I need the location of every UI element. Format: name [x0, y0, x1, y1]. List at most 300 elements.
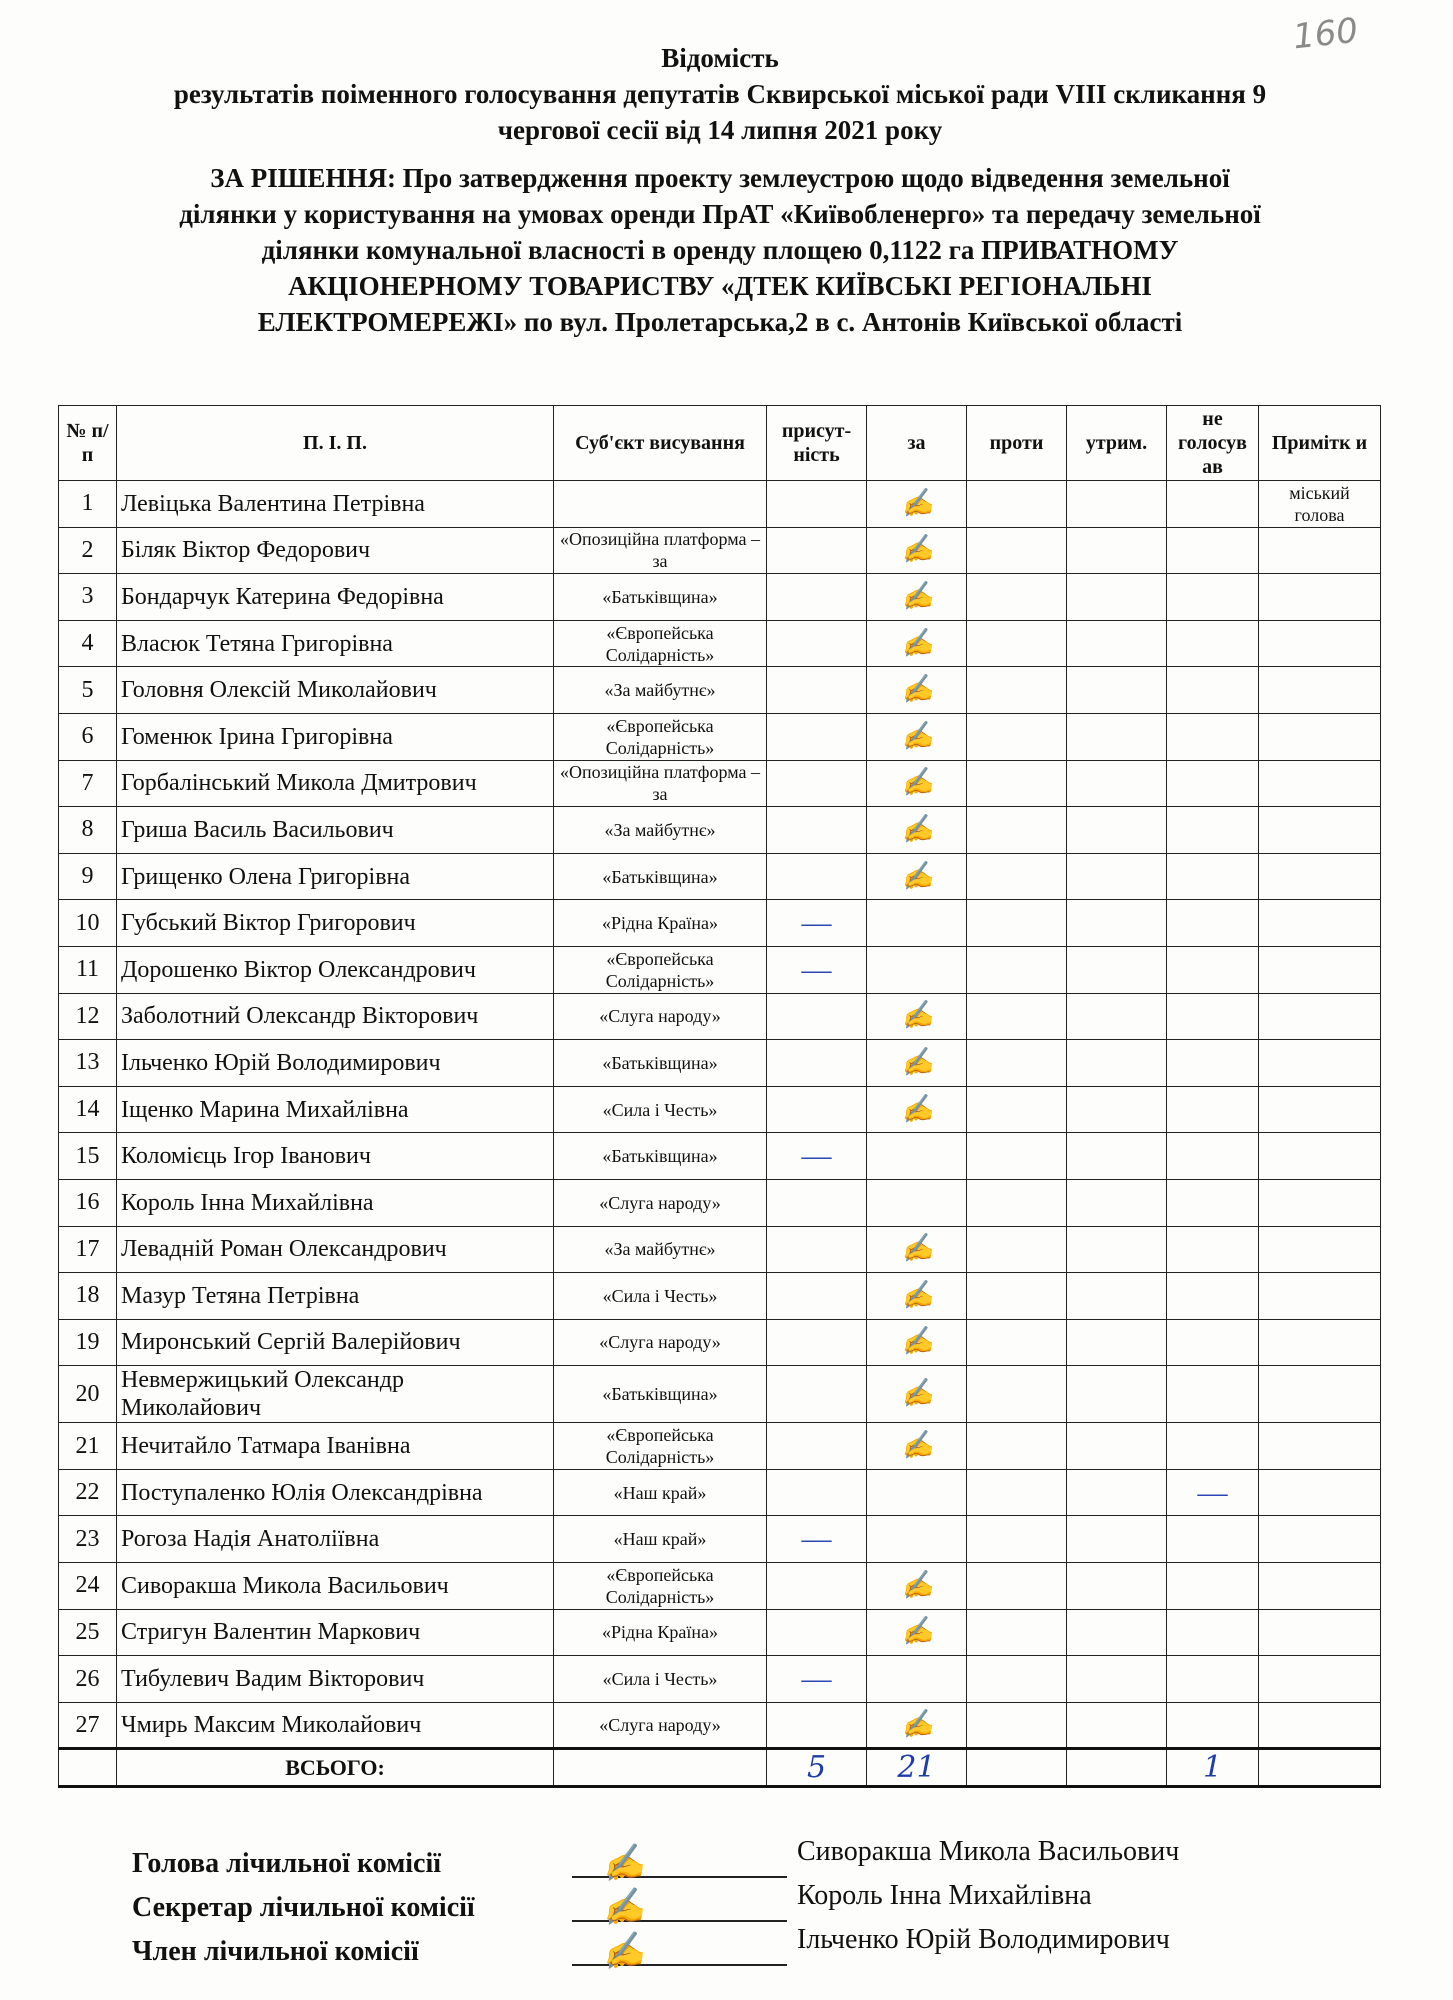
cell-name-text: Поступаленко Юлія Олександрівна: [121, 1479, 483, 1506]
cell-note: [1259, 620, 1381, 667]
cell-present: [767, 713, 867, 760]
cell-against: [967, 1319, 1067, 1366]
cell-against: [967, 1040, 1067, 1087]
cell-abstain: [1067, 1179, 1167, 1226]
cell-name: [117, 1086, 554, 1133]
cell-note: [1259, 900, 1381, 947]
cell-against: [967, 946, 1067, 993]
cell-num: [59, 1273, 117, 1320]
cell-party-text: «Батьківщина»: [602, 1384, 718, 1405]
cell-not-voted: [1167, 1702, 1259, 1749]
cell-num: [59, 620, 117, 667]
cell-not-voted: [1167, 1656, 1259, 1703]
cell-party: [554, 667, 767, 714]
table-row: [59, 1656, 1381, 1703]
cell-for: [867, 1469, 967, 1516]
cell-present: [767, 1469, 867, 1516]
cell-num-text: 17: [75, 1235, 100, 1262]
cell-name: [117, 574, 554, 621]
cell-party: [554, 900, 767, 947]
cell-party-text: «Слуга народу»: [599, 1715, 721, 1736]
cell-num: [59, 1086, 117, 1133]
cell-not-voted: [1167, 1179, 1259, 1226]
header-party: Суб'єкт висування: [554, 406, 767, 481]
table-row: [59, 1469, 1381, 1516]
cell-abstain: [1067, 1516, 1167, 1563]
cell-for: [867, 1226, 967, 1273]
cell-party-text: «Європейська Солідарність»: [605, 622, 715, 665]
cell-present: [767, 1563, 867, 1610]
cell-num: [59, 1656, 117, 1703]
cell-num-text: 4: [81, 630, 94, 657]
cell-present: [767, 1609, 867, 1656]
cell-not-voted: [1167, 1609, 1259, 1656]
cell-against: [967, 900, 1067, 947]
cell-name: [117, 1516, 554, 1563]
cell-name-text: Дорошенко Віктор Олександрович: [121, 956, 476, 983]
total-for: 21: [897, 1750, 936, 1786]
cell-present: [767, 900, 867, 947]
cell-name: [117, 1273, 554, 1320]
cell-num: [59, 574, 117, 621]
cell-abstain: [1067, 1133, 1167, 1180]
cell-num-text: 19: [75, 1328, 100, 1355]
cell-party-text: «За майбутнє»: [604, 680, 716, 701]
cell-for: [867, 993, 967, 1040]
cell-num-text: 14: [75, 1096, 100, 1123]
cell-num-text: 13: [75, 1049, 100, 1076]
table-row: [59, 527, 1381, 574]
cell-against: [967, 574, 1067, 621]
cell-name-text: Невмержицький Олександр Миколайович: [121, 1367, 404, 1422]
cell-abstain: [1067, 1702, 1167, 1749]
cell-not-voted: [1167, 620, 1259, 667]
cell-num-text: 15: [75, 1142, 100, 1169]
cell-name-text: Гоменюк Ірина Григорівна: [121, 723, 393, 750]
cell-party-text: «Наш край»: [613, 1529, 707, 1550]
cell-num-text: 7: [81, 769, 94, 796]
cell-party: [554, 1179, 767, 1226]
cell-not-voted: [1167, 1423, 1259, 1470]
cell-present: [767, 853, 867, 900]
cell-present: [767, 1516, 867, 1563]
handwritten-signature: ✍: [898, 486, 935, 521]
commission-row: [132, 1924, 1382, 1975]
cell-num-text: 10: [75, 909, 100, 936]
cell-against: [967, 853, 1067, 900]
cell-note: [1259, 1179, 1381, 1226]
cell-present: [767, 1656, 867, 1703]
commission-role: Член лічильної комісії: [132, 1936, 419, 1967]
table-row: [59, 1179, 1381, 1226]
total-present: 5: [806, 1750, 827, 1786]
cell-for: [867, 900, 967, 947]
cell-against: [967, 1366, 1067, 1423]
cell-num-text: 12: [75, 1002, 100, 1029]
cell-name: [117, 1609, 554, 1656]
cell-num: [59, 1423, 117, 1470]
cell-name: [117, 713, 554, 760]
decision-line: ділянки комунальної власності в оренду площею 0,1122 га ПРИВАТНОМУ: [261, 235, 1179, 265]
header-abstain: утрим.: [1067, 406, 1167, 481]
cell-abstain: [1067, 481, 1167, 528]
cell-name: [117, 807, 554, 854]
cell-num-text: 9: [81, 863, 94, 890]
commission-row: [132, 1836, 1382, 1887]
cell-name-text: Ільченко Юрій Володимирович: [121, 1049, 441, 1076]
cell-not-voted: [1167, 1040, 1259, 1087]
table-row: [59, 993, 1381, 1040]
cell-abstain: [1067, 1469, 1167, 1516]
cell-name-text: Горбалінський Микола Дмитрович: [121, 770, 477, 797]
handwritten-signature: ✍: [898, 1615, 935, 1650]
cell-for: [867, 667, 967, 714]
cell-num: [59, 760, 117, 807]
document-title: Відомість: [661, 43, 779, 73]
cell-not-voted: [1167, 853, 1259, 900]
cell-note: [1259, 1423, 1381, 1470]
handwritten-signature: ✍: [898, 579, 935, 615]
cell-name: [117, 481, 554, 528]
cell-note: [1259, 946, 1381, 993]
cell-abstain: [1067, 667, 1167, 714]
cell-not-voted: [1167, 1469, 1259, 1516]
cell-for: [867, 527, 967, 574]
cell-name-text: Коломієць Ігор Іванович: [121, 1143, 371, 1170]
table-row: [59, 713, 1381, 760]
cell-for: [867, 1516, 967, 1563]
cell-party-text: «Сила і Честь»: [602, 1285, 718, 1306]
cell-against: [967, 1702, 1067, 1749]
cell-party: [554, 481, 767, 528]
cell-note: [1259, 1563, 1381, 1610]
cell-not-voted: [1167, 1273, 1259, 1320]
cell-name: [117, 1366, 554, 1423]
cell-against: [967, 1469, 1067, 1516]
cell-num-text: 5: [81, 676, 94, 703]
cell-party-text: «Батьківщина»: [602, 866, 718, 887]
commission-member-name: Ільченко Юрій Володимирович: [797, 1924, 1170, 1955]
cell-num-text: 6: [81, 723, 94, 750]
cell-present: [767, 993, 867, 1040]
handwritten-signature: ✍: [898, 1092, 935, 1127]
table-row: [59, 1609, 1381, 1656]
header-for: за: [867, 406, 967, 481]
cell-present: [767, 1366, 867, 1423]
cell-party-text: «Батьківщина»: [602, 1146, 718, 1167]
cell-party: [554, 1086, 767, 1133]
cell-for: [867, 1179, 967, 1226]
cell-party: [554, 527, 767, 574]
cell-num-text: 21: [75, 1432, 100, 1459]
handwritten-signature: ✍: [898, 1708, 935, 1743]
cell-party: [554, 1609, 767, 1656]
cell-abstain: [1067, 574, 1167, 621]
dash-mark: —: [801, 1522, 832, 1556]
header-fio: П. І. П.: [117, 406, 554, 481]
table-header-row: [59, 406, 1381, 481]
cell-not-voted: [1167, 1319, 1259, 1366]
table-row: [59, 1563, 1381, 1610]
total-not-voted: 1: [1202, 1750, 1223, 1786]
cell-num: [59, 667, 117, 714]
cell-present: [767, 527, 867, 574]
header-num: № п/п: [59, 406, 117, 481]
cell-present: [767, 807, 867, 854]
cell-num-text: 2: [81, 536, 94, 563]
table-row: [59, 1702, 1381, 1749]
cell-present: [767, 1273, 867, 1320]
cell-abstain: [1067, 620, 1167, 667]
dash-mark: —: [801, 1139, 832, 1173]
cell-party-text: «Сила і Честь»: [602, 1099, 718, 1120]
cell-name: [117, 1319, 554, 1366]
cell-num: [59, 1040, 117, 1087]
cell-name-text: Тибулевич Вадим Вікторович: [121, 1666, 425, 1693]
cell-against: [967, 1179, 1067, 1226]
cell-present: [767, 481, 867, 528]
cell-abstain: [1067, 1423, 1167, 1470]
cell-party: [554, 807, 767, 854]
cell-note: [1259, 1366, 1381, 1423]
cell-abstain: [1067, 946, 1167, 993]
cell-abstain: [1067, 807, 1167, 854]
cell-not-voted: [1167, 481, 1259, 528]
cell-party: [554, 1273, 767, 1320]
handwritten-signature: ✍: [898, 533, 935, 568]
cell-name: [117, 1133, 554, 1180]
cell-against: [967, 713, 1067, 760]
cell-name: [117, 1179, 554, 1226]
cell-for: [867, 481, 967, 528]
cell-against: [967, 993, 1067, 1040]
cell-for: [867, 1086, 967, 1133]
cell-present: [767, 760, 867, 807]
handwritten-signature: ✍: [898, 1325, 935, 1360]
cell-present: [767, 1086, 867, 1133]
cell-num: [59, 993, 117, 1040]
cell-note: [1259, 807, 1381, 854]
cell-abstain: [1067, 900, 1167, 947]
cell-name-text: Левадній Роман Олександрович: [121, 1236, 447, 1263]
cell-for: [867, 760, 967, 807]
cell-against: [967, 620, 1067, 667]
cell-for: [867, 1656, 967, 1703]
cell-present: [767, 620, 867, 667]
cell-name-text: Гриша Василь Васильович: [121, 816, 394, 843]
cell-name: [117, 1226, 554, 1273]
cell-present: [767, 1133, 867, 1180]
cell-not-voted: [1167, 1516, 1259, 1563]
cell-for: [867, 1273, 967, 1320]
cell-for: [867, 807, 967, 854]
cell-not-voted: [1167, 1563, 1259, 1610]
cell-note: [1259, 481, 1381, 528]
cell-party: [554, 1656, 767, 1703]
cell-against: [967, 527, 1067, 574]
cell-for: [867, 620, 967, 667]
cell-num-text: 16: [75, 1189, 100, 1216]
cell-name-text: Левіцька Валентина Петрівна: [121, 490, 425, 517]
table-row: [59, 1040, 1381, 1087]
cell-name: [117, 1423, 554, 1470]
cell-name-text: Рогоза Надія Анатоліївна: [121, 1526, 380, 1553]
cell-note: [1259, 1226, 1381, 1273]
cell-num-text: 3: [81, 583, 94, 610]
handwritten-signature: ✍: [599, 1841, 647, 1887]
cell-abstain: [1067, 1656, 1167, 1703]
cell-abstain: [1067, 1226, 1167, 1273]
table-row: [59, 481, 1381, 528]
voting-table: [58, 405, 1381, 1788]
table-row: [59, 1423, 1381, 1470]
counting-commission: [132, 1836, 1382, 1975]
cell-name-text: Біляк Віктор Федорович: [121, 537, 371, 564]
cell-party-text: «За майбутнє»: [604, 1239, 716, 1260]
cell-note: [1259, 1702, 1381, 1749]
cell-num: [59, 900, 117, 947]
cell-num: [59, 1319, 117, 1366]
cell-not-voted: [1167, 1226, 1259, 1273]
handwritten-signature: ✍: [898, 1377, 935, 1412]
cell-against: [967, 760, 1067, 807]
table-body: [59, 481, 1381, 1749]
cell-present: [767, 1040, 867, 1087]
cell-party: [554, 1133, 767, 1180]
document-subtitle-line-1: результатів поіменного голосування депутатів Сквирської міської ради VIII скликання 9: [173, 79, 1267, 109]
cell-abstain: [1067, 1609, 1167, 1656]
cell-party-text: «Європейська Солідарність»: [605, 948, 715, 991]
dash-mark: —: [801, 906, 832, 940]
decision-line: ЗА РІШЕННЯ: Про затвердження проекту землеустрою щодо відведення земельної: [210, 163, 1230, 193]
cell-party: [554, 1366, 767, 1423]
cell-not-voted: [1167, 574, 1259, 621]
document-subtitle-line-2: чергової сесії від 14 липня 2021 року: [497, 115, 943, 145]
handwritten-signature: ✍: [898, 626, 935, 661]
cell-name: [117, 1469, 554, 1516]
cell-name-text: Іщенко Марина Михайлівна: [121, 1096, 409, 1123]
cell-name-text: Миронський Сергій Валерійович: [121, 1329, 461, 1356]
cell-party-text: «Європейська Солідарність»: [605, 1564, 715, 1607]
cell-party-text: «Опозиційна платформа – за: [560, 762, 760, 805]
cell-party: [554, 713, 767, 760]
cell-party: [554, 760, 767, 807]
table-row: [59, 1273, 1381, 1320]
cell-num-text: 1: [81, 490, 94, 517]
cell-abstain: [1067, 1086, 1167, 1133]
cell-num: [59, 853, 117, 900]
cell-note: [1259, 760, 1381, 807]
handwritten-signature: ✍: [599, 1929, 647, 1975]
header-present: присут-ність: [767, 406, 867, 481]
cell-party-text: «Наш край»: [613, 1482, 707, 1503]
decision-line: АКЦІОНЕРНОМУ ТОВАРИСТВУ «ДТЕК КИЇВСЬКІ РЕГІОНАЛЬНІ: [288, 271, 1152, 301]
commission-role: Голова лічильної комісії: [132, 1848, 442, 1879]
cell-present: [767, 1319, 867, 1366]
cell-for: [867, 1563, 967, 1610]
decision-line: ділянки у користування на умовах оренди ПрАТ «Київобленерго» та передачу земельної: [179, 199, 1261, 229]
page-number: 160: [1291, 10, 1360, 58]
dash-mark: —: [1197, 1475, 1228, 1509]
cell-party-text: «Слуга народу»: [599, 1332, 721, 1353]
cell-against: [967, 1609, 1067, 1656]
cell-for: [867, 1040, 967, 1087]
cell-party-text: «Опозиційна платформа – за: [560, 529, 760, 572]
cell-abstain: [1067, 1273, 1167, 1320]
cell-note: [1259, 1516, 1381, 1563]
table-row: [59, 1366, 1381, 1423]
cell-name: [117, 667, 554, 714]
cell-num-text: 23: [75, 1525, 100, 1552]
decision-text: [40, 160, 1400, 340]
cell-against: [967, 1133, 1067, 1180]
handwritten-signature: ✍: [599, 1885, 647, 1931]
cell-abstain: [1067, 1563, 1167, 1610]
cell-for: [867, 713, 967, 760]
cell-num: [59, 1563, 117, 1610]
cell-for: [867, 1609, 967, 1656]
cell-party: [554, 1516, 767, 1563]
cell-party: [554, 1319, 767, 1366]
cell-note: [1259, 713, 1381, 760]
cell-present: [767, 574, 867, 621]
cell-note: [1259, 1609, 1381, 1656]
cell-name: [117, 1702, 554, 1749]
cell-against: [967, 1273, 1067, 1320]
handwritten-signature: ✍: [898, 999, 935, 1034]
cell-party-text: «Слуга народу»: [599, 1006, 721, 1027]
commission-role: Секретар лічильної комісії: [132, 1892, 475, 1923]
cell-num: [59, 807, 117, 854]
dash-mark: —: [801, 1662, 832, 1696]
cell-abstain: [1067, 1319, 1167, 1366]
cell-num-text: 22: [75, 1479, 100, 1506]
cell-not-voted: [1167, 946, 1259, 993]
cell-note: [1259, 1086, 1381, 1133]
cell-party-text: «Батьківщина»: [602, 586, 718, 607]
cell-party-text: «Рідна Країна»: [602, 1622, 718, 1643]
cell-party: [554, 1702, 767, 1749]
cell-num: [59, 1702, 117, 1749]
cell-against: [967, 1423, 1067, 1470]
commission-row: [132, 1880, 1382, 1931]
cell-note: [1259, 853, 1381, 900]
cell-abstain: [1067, 1040, 1167, 1087]
cell-name-text: Мазур Тетяна Петрівна: [121, 1282, 360, 1309]
table-row: [59, 946, 1381, 993]
cell-for: [867, 1366, 967, 1423]
cell-num: [59, 946, 117, 993]
cell-name-text: Король Інна Михайлівна: [121, 1189, 374, 1216]
cell-name-text: Бондарчук Катерина Федорівна: [121, 583, 444, 610]
cell-note: [1259, 1656, 1381, 1703]
handwritten-signature: ✍: [898, 1278, 935, 1313]
cell-present: [767, 1226, 867, 1273]
cell-name: [117, 993, 554, 1040]
table-row: [59, 1086, 1381, 1133]
cell-name-text: Власюк Тетяна Григорівна: [121, 630, 393, 657]
cell-not-voted: [1167, 667, 1259, 714]
cell-party: [554, 1423, 767, 1470]
cell-note: [1259, 1133, 1381, 1180]
table-row: [59, 807, 1381, 854]
cell-name: [117, 1563, 554, 1610]
cell-note: [1259, 993, 1381, 1040]
total-row: [59, 1749, 1381, 1787]
cell-num: [59, 1133, 117, 1180]
cell-not-voted: [1167, 900, 1259, 947]
cell-not-voted: [1167, 807, 1259, 854]
